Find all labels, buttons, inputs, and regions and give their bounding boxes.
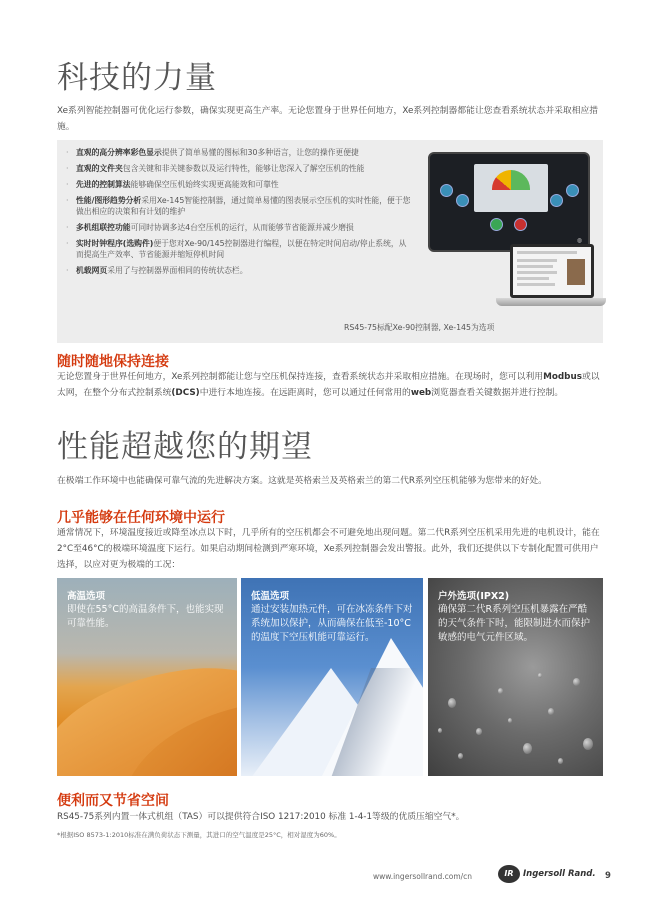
connect-text: 无论您置身于世界任何地方，Xe系列控制都能让您与空压机保持连接，查看系统状态并采取相应措施。在现场时，您可以利用Modbus或以太网，在整个分布式控制系统(DCS)中进行本地连接。在远距离时，您可以通过任何常用的web浏览器查看关键数据并进行控制。: [57, 372, 600, 398]
list-item: · 多机组联控功能可同时协调多达4台空压机的运行，从而能够节省能源并减少磨损: [64, 222, 414, 233]
stop-button-icon: [514, 218, 527, 231]
outdoor-photo: [428, 578, 603, 776]
down-arrow-button-icon: [456, 194, 469, 207]
logo-text: Ingersoll Rand.: [523, 869, 596, 879]
footer-url: www.ingersollrand.com/cn: [373, 872, 473, 881]
compact-text: RS45-75系列内置一体式机组（TAS）可以提供符合ISO 1217:2010 标准 1-4-1等级的优质压缩空气*。: [57, 812, 465, 822]
right-arrow-button-icon: [566, 184, 579, 197]
list-item: · 实时时钟程序(选购件)便于您对Xe-90/145控制器进行编程，以便在特定时间启动/停止系统，从而提高生产效率、节省能源并缩短停机时间: [64, 238, 414, 260]
footnote: *根据ISO 8573-1:2010标准在满负荷状态下测量，其进口的空气温度是25°C，相对湿度为60%。: [57, 831, 341, 839]
pressure-gauge-icon: [492, 170, 530, 190]
list-item: · 性能/图形趋势分析采用Xe-145智能控制器，通过简单易懂的图表展示空压机的实时性能，便于您做出相应的决策和有计划的维护: [64, 195, 414, 217]
option-title: 高温选项: [67, 591, 106, 602]
option-title: 低温选项: [251, 591, 290, 602]
list-item: · 机载网页采用了与控制器界面相同的传统状态栏。: [64, 265, 414, 276]
ingersoll-rand-logo: [498, 865, 594, 883]
environment-text: 通常情况下，环境温度接近或降至冰点以下时，几乎所有的空压机都会不可避免地出现问题。第二代R系列空压机采用先进的电机设计，能在2°C至46°C的极端环境温度下运行。如果启动期间检测到严寒环境，Xe系列控制器会发出警报。此外，我们还提供以下专制化配置可供用户选择，以应对更为极端的工况：: [57, 528, 600, 570]
start-button-icon: [490, 218, 503, 231]
option-text: 即使在55°C的高温条件下，也能实现可靠性能。: [67, 604, 224, 629]
section-title-performance: 性能超越您的期望: [57, 429, 313, 465]
ir-logo-icon: IR: [498, 865, 520, 883]
laptop-screen: [510, 244, 594, 298]
option-text: 确保第二代R系列空压机暴露在严酷的天气条件下时，能限制进水而保护敏感的电气元件区域。: [438, 604, 591, 643]
option-title: 户外选项(IPX2): [438, 591, 510, 602]
controller-image: [428, 152, 590, 252]
laptop-image: [496, 244, 606, 310]
option-text: 通过安装加热元件，可在冰冻条件下对系统加以保护，从而确保在低至-10°C的温度下空压机能可靠运行。: [251, 604, 413, 643]
controller-brand-icon: ◍: [576, 237, 582, 244]
list-item: · 先进的控制算法能够确保空压机始终实现更高能效和可靠性: [64, 179, 414, 190]
low-temp-photo: [241, 578, 423, 776]
section-title-connect: 随时随地保持连接: [57, 354, 169, 370]
compressor-thumbnail-icon: [567, 259, 585, 285]
high-temp-photo: [57, 578, 237, 776]
list-item: · 直观的文件夹包含关键和非关键参数以及运行特性，能够让您深入了解空压机的性能: [64, 163, 414, 174]
left-arrow-button-icon: [440, 184, 453, 197]
laptop-base: [496, 298, 606, 306]
technology-intro: Xe系列智能控制器可优化运行参数，确保实现更高生产率。无论您置身于世界任何地方，Xe系列控制器都能让您查看系统状态并采取相应措施。: [57, 106, 599, 132]
section-title-technology: 科技的力量: [57, 60, 217, 96]
up-arrow-button-icon: [550, 194, 563, 207]
section-title-compact: 便利而又节省空间: [57, 793, 169, 809]
page-number: 9: [605, 871, 611, 881]
image-caption: RS45-75标配Xe-90控制器, Xe-145为选项: [344, 323, 495, 332]
performance-intro: 在极端工作环境中也能确保可靠气流的先进解决方案。这就是英格索兰及英格索兰的第二代R系列空压机能够为您带来的好处。: [57, 476, 547, 486]
section-title-environment: 几乎能够在任何环境中运行: [57, 510, 225, 526]
controller-screen: [474, 164, 548, 212]
feature-list: [64, 147, 414, 281]
list-item: · 直观的高分辨率彩色显示提供了简单易懂的图标和30多种语言，让您的操作更便捷: [64, 147, 414, 158]
